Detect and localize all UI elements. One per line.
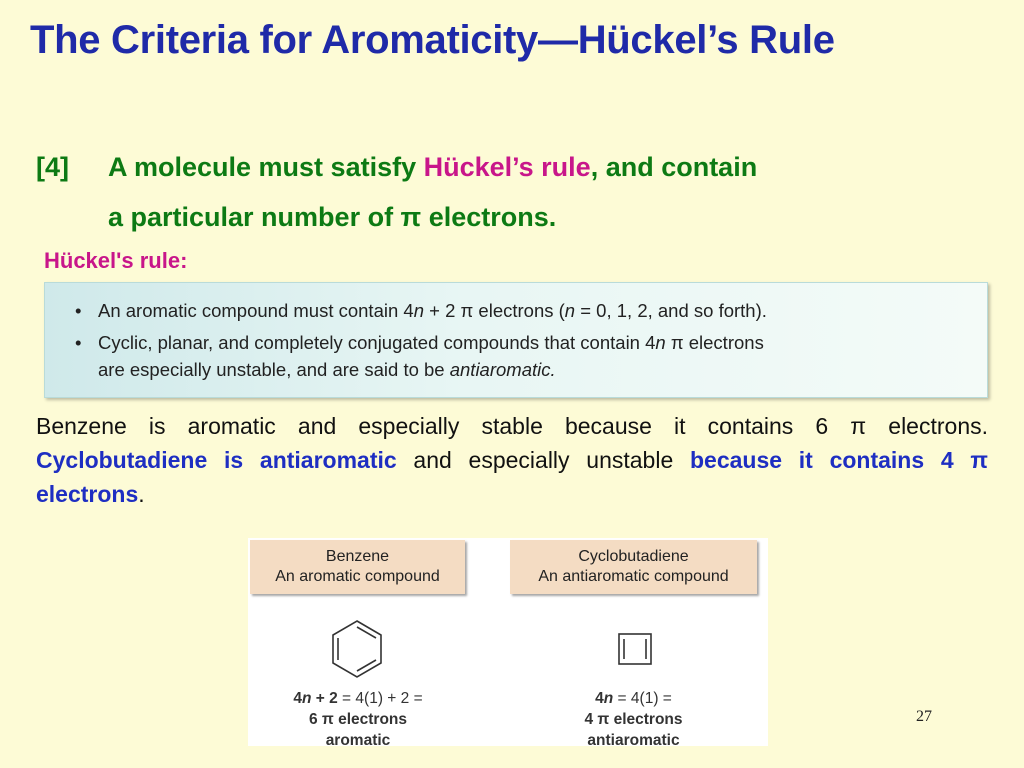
- rule-text-part: π electrons: [665, 332, 764, 353]
- bullet-icon: •: [75, 300, 82, 321]
- cyclobutadiene-electron-count: 4 π electrons: [584, 711, 683, 728]
- rule-text-part: are especially unstable, and are said to be: [98, 359, 450, 380]
- formula-part: = 4(1) + 2 =: [337, 690, 423, 707]
- variable-n: n: [413, 300, 424, 321]
- variable-n: n: [301, 690, 312, 707]
- paragraph-text: and especially unstable: [396, 447, 690, 473]
- benzene-structure-icon: [326, 618, 388, 680]
- benzene-calculation: [248, 688, 468, 751]
- benzene-description: An aromatic compound: [275, 568, 440, 585]
- page-number: 27: [916, 708, 932, 725]
- variable-n: n: [603, 690, 614, 707]
- rule-text-part: + 2 π electrons (: [424, 300, 565, 321]
- antiaromatic-emphasis: antiaromatic.: [449, 359, 556, 380]
- rule-text-part: An aromatic compound must contain 4: [98, 300, 414, 321]
- electron-count-highlight: because it contains 4 π electrons: [36, 447, 989, 507]
- rule-text-part: Cyclic, planar, and completely conjugated compounds that contain 4: [98, 332, 656, 353]
- formula-part: = 4(1) =: [613, 690, 672, 707]
- slide-title: The Criteria for Aromaticity—Hückel’s Rule: [30, 18, 835, 62]
- explanation-paragraph: [36, 409, 988, 511]
- huckel-rule-label: Hückel's rule:: [44, 248, 188, 273]
- criterion-line2: a particular number of π electrons.: [108, 202, 557, 232]
- cyclobutadiene-description: An antiaromatic compound: [538, 568, 729, 585]
- paragraph-text: .: [138, 481, 145, 507]
- benzene-formula: [248, 688, 468, 709]
- benzene-header: [250, 540, 465, 594]
- cyclobutadiene-header: [510, 540, 757, 594]
- criterion-line1-b: , and contain: [590, 152, 758, 182]
- paragraph-text: Benzene is aromatic and especially stable because it contains 6 π electrons.: [36, 413, 988, 439]
- formula-part: 4: [595, 690, 604, 707]
- criterion-text: [108, 142, 1008, 242]
- benzene-verdict: aromatic: [325, 732, 391, 749]
- variable-n: n: [655, 332, 666, 353]
- cyclobutadiene-calculation: [510, 688, 757, 751]
- benzene-electron-count: 6 π electrons: [308, 711, 408, 728]
- huckel-rule-highlight: Hückel’s rule: [423, 152, 591, 182]
- formula-part: 4: [293, 690, 302, 707]
- cyclobutadiene-structure-icon: [617, 632, 653, 666]
- cyclobutadiene-name: Cyclobutadiene: [578, 548, 689, 565]
- huckel-rule-box: [44, 282, 988, 398]
- rule-text-part: = 0, 1, 2, and so forth).: [575, 300, 767, 321]
- cyclobutadiene-highlight: Cyclobutadiene is antiaromatic: [36, 447, 397, 473]
- comparison-figure: [248, 538, 768, 749]
- rule-item-text: [98, 297, 978, 324]
- formula-part: + 2: [311, 690, 338, 707]
- rule-item-text: [98, 329, 978, 383]
- cyclobutadiene-verdict: antiaromatic: [587, 732, 680, 749]
- criterion-number: [4]: [36, 152, 69, 182]
- bullet-icon: •: [75, 332, 82, 353]
- variable-n: n: [564, 300, 576, 321]
- criterion-line1-a: A molecule must satisfy: [108, 152, 424, 182]
- cyclobutadiene-formula: [510, 688, 757, 709]
- benzene-name: Benzene: [325, 548, 390, 565]
